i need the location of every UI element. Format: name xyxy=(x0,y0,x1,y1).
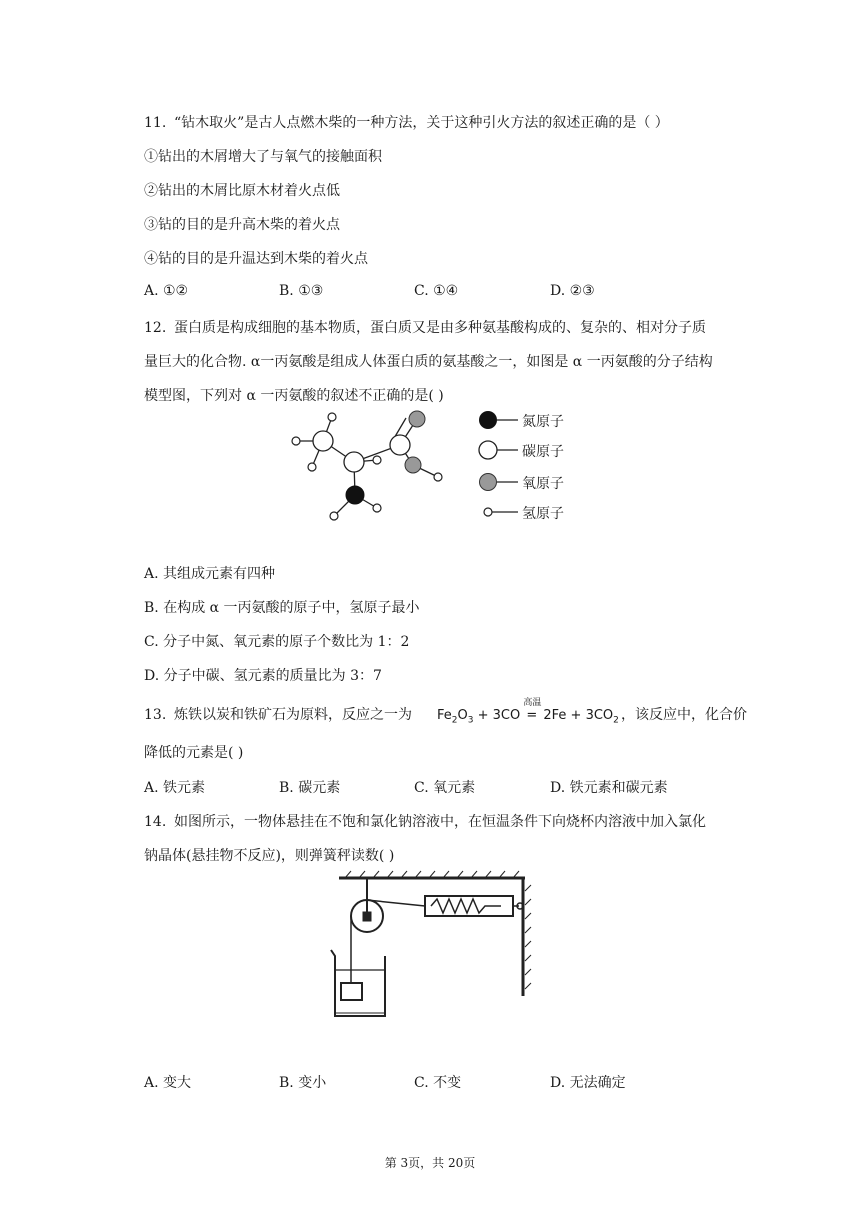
q14-number: 14. xyxy=(144,814,167,830)
q13-stem-line-2: 降低的元素是( ) xyxy=(144,745,244,761)
q12-option-c[interactable]: C. 分子中氮、氧元素的原子个数比为 1：2 xyxy=(144,634,410,650)
q11-stem-text: “钻木取火”是古人点燃木柴的一种方法，关于这种引火方法的叙述正确的是（ ） xyxy=(174,115,669,131)
q11-item-2: ②钻出的木屑比原木材着火点低 xyxy=(144,183,340,199)
q11-option-c[interactable]: C. ①④ xyxy=(414,283,459,299)
q13-number: 13. xyxy=(144,707,167,723)
q14-stem-line-1 xyxy=(144,811,706,831)
q13-stem-line-1 xyxy=(144,704,412,724)
molecule-legend xyxy=(478,408,588,528)
hydrogen-legend-icon xyxy=(484,508,492,516)
reaction-condition: 高温 xyxy=(523,698,542,708)
q14-option-a[interactable]: A. 变大 xyxy=(144,1075,192,1091)
q13-stem-post: ，该反应中，化合价 xyxy=(621,707,747,723)
legend-oxygen: 氧原子 xyxy=(522,476,564,492)
q11-option-b[interactable]: B. ①③ xyxy=(279,283,324,299)
q14-stem-line-2: 钠晶体(悬挂物不反应)，则弹簧秤读数( ) xyxy=(144,848,395,864)
q13-option-c[interactable]: C. 氧元素 xyxy=(414,780,476,796)
q13-equation: $Fe_2O_3 + 3CO$ 高温 = $2Fe + 3CO_2$ xyxy=(437,708,619,726)
q11-stem xyxy=(144,112,669,132)
q11-option-a[interactable]: A. ①② xyxy=(144,283,189,299)
q12-option-a[interactable]: A. 其组成元素有四种 xyxy=(144,566,276,582)
q11-number: 11. xyxy=(144,115,167,131)
q13-option-a[interactable]: A. 铁元素 xyxy=(144,780,206,796)
carbon-legend-icon xyxy=(479,441,497,459)
q13-option-d[interactable]: D. 铁元素和碳元素 xyxy=(550,780,668,796)
nitrogen-legend-icon xyxy=(479,411,497,429)
legend-nitrogen: 氮原子 xyxy=(522,414,564,430)
q14-option-c[interactable]: C. 不变 xyxy=(414,1075,462,1091)
q12-option-b[interactable]: B. 在构成 α 一丙氨酸的原子中，氢原子最小 xyxy=(144,600,420,616)
legend-carbon: 碳原子 xyxy=(522,444,564,460)
q12-stem-line-2: 量巨大的化合物. α一丙氨酸是组成人体蛋白质的氨基酸之一，如图是 α 一丙氨酸的分子结构 xyxy=(144,354,713,370)
q14-stem-text-1: 如图所示，一物体悬挂在不饱和氯化钠溶液中，在恒温条件下向烧杯内溶液中加入氯化 xyxy=(174,814,706,830)
q12-stem-line-3: 模型图，下列对 α 一丙氨酸的叙述不正确的是( ) xyxy=(144,388,444,404)
q12-option-d[interactable]: D. 分子中碳、氢元素的质量比为 3：7 xyxy=(144,668,382,684)
q11-item-4: ④钻的目的是升温达到木柴的着火点 xyxy=(144,251,368,267)
q12-stem-text-1: 蛋白质是构成细胞的基本物质，蛋白质又是由多种氨基酸构成的、复杂的、相对分子质 xyxy=(174,320,706,336)
q13-stem-pre: 炼铁以炭和铁矿石为原料，反应之一为 xyxy=(174,707,412,723)
q13-option-b[interactable]: B. 碳元素 xyxy=(279,780,341,796)
q11-item-3: ③钻的目的是升高木柴的着火点 xyxy=(144,217,340,233)
oxygen-legend-icon xyxy=(480,474,497,491)
q11-option-d[interactable]: D. ②③ xyxy=(550,283,595,299)
q11-item-1: ①钻出的木屑增大了与氧气的接触面积 xyxy=(144,149,382,165)
q12-stem-line-1 xyxy=(144,317,706,337)
q12-number: 12. xyxy=(144,320,167,336)
legend-hydrogen: 氢原子 xyxy=(522,506,564,522)
page-footer: 第 3页，共 20页 xyxy=(384,1156,476,1170)
spring-scale-beaker-diagram xyxy=(325,866,535,1031)
q14-option-b[interactable]: B. 变小 xyxy=(279,1075,327,1091)
q14-option-d[interactable]: D. 无法确定 xyxy=(550,1075,626,1091)
